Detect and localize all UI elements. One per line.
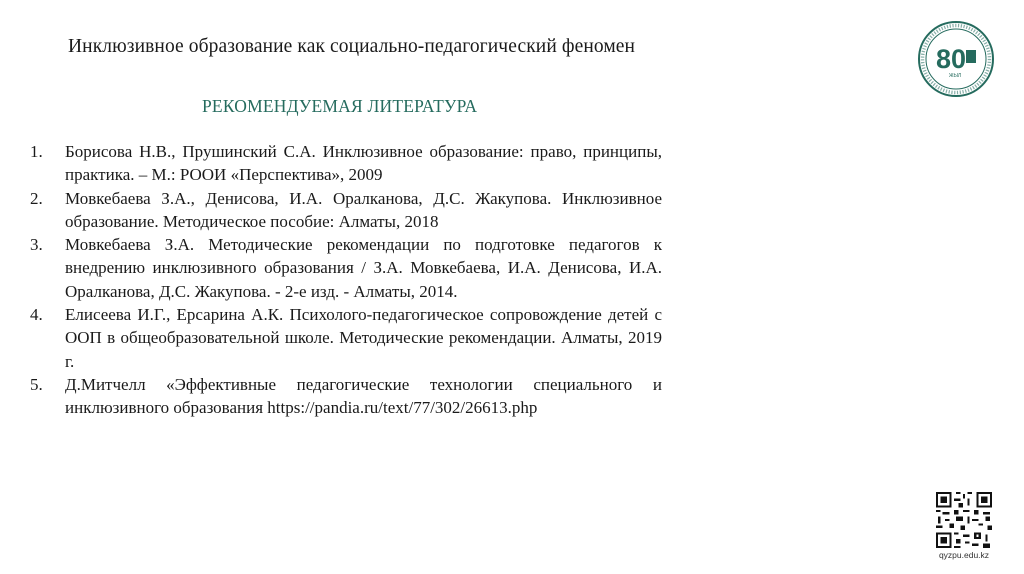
- list-number: 4.: [30, 305, 43, 325]
- site-url[interactable]: qyzpu.edu.kz: [938, 550, 990, 560]
- section-heading: РЕКОМЕНДУЕМАЯ ЛИТЕРАТУРА: [202, 96, 478, 116]
- list-number: 5.: [30, 374, 43, 394]
- reference-text: Елисеева И.Г., Ерсарина А.К. Психолого-педагогическое сопровождение детей с ООП в общеобразовательной школе. Методические рекомендации. Алматы, 2019 г.: [65, 305, 662, 371]
- list-item: [30, 373, 662, 420]
- list-item: [30, 187, 662, 234]
- list-number: 1.: [30, 142, 43, 161]
- list-item: [30, 303, 662, 373]
- anniversary-seal-icon: [917, 20, 995, 98]
- reference-text: Д.Митчелл «Эффективные педагогические технологии специального и инклюзивного образования https://pandia.ru/text/77/302/26613.php: [65, 374, 662, 418]
- list-item: [30, 233, 662, 303]
- list-number: 2.: [30, 188, 43, 208]
- slide-title: Инклюзивное образование как социально-педагогический феномен: [68, 36, 636, 57]
- list-item: [30, 140, 662, 187]
- reference-text: Борисова Н.В., Прушинский С.А. Инклюзивное образование: право, принципы, практика. – М.: РООИ «Перспектива», 2009: [65, 142, 662, 185]
- reference-list: [30, 140, 662, 420]
- qr-code-icon[interactable]: [936, 492, 992, 548]
- reference-text: Мовкебаева З.А., Денисова, И.А. Оралканова, Д.С. Жакупова. Инклюзивное образование. Методическое пособие: Алматы, 2018: [65, 188, 662, 231]
- list-number: 3.: [30, 235, 43, 255]
- seal-label: ЖЫЛ: [948, 73, 962, 79]
- reference-text: Мовкебаева З.А. Методические рекомендации по подготовке педагогов к внедрению инклюзивного образования / З.А. Мовкебаева, И.А. Денисова, И.А. Оралканова, Д.С. Жакупова. - 2-е изд. - Алматы, 2014.: [65, 235, 662, 301]
- seal-number: 80: [935, 44, 967, 74]
